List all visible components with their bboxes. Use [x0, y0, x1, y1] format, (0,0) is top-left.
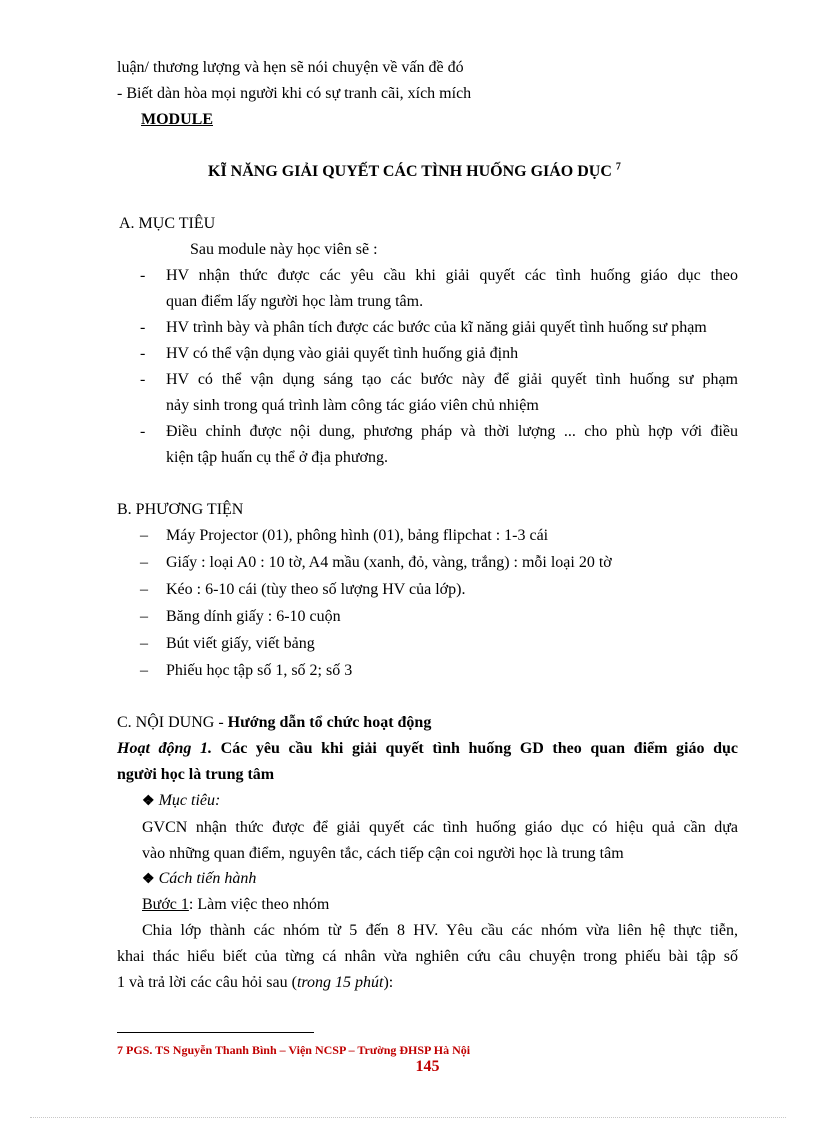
objective-item-4-line-2: nảy sinh trong quá trình làm công tác giáo viên chủ nhiệm [166, 397, 539, 414]
equipment-item: Giấy : loại A0 : 10 tờ, A4 mầu (xanh, đỏ, vàng, trắng) : mỗi loại 20 tờ [166, 554, 612, 571]
section-a-heading: A. MỤC TIÊU [119, 215, 216, 232]
bullet-marker: - [140, 267, 146, 284]
footnote-text: PGS. TS Nguyễn Thanh Bình – Viện NCSP – Trường ĐHSP Hà Nội [123, 1043, 471, 1057]
instruction-line-3 [117, 973, 393, 993]
objective-item-5-line-2: kiện tập huấn cụ thể ở địa phương. [166, 449, 388, 466]
step-1-label: Bước 1 [142, 896, 189, 913]
bullet-marker: – [140, 527, 148, 544]
objective-item-5-line-1: Điều chỉnh được nội dung, phương pháp và thời lượng ... cho phù hợp với điều [166, 423, 738, 440]
bullet-marker: – [140, 662, 148, 679]
instruction-time: trong 15 phút [296, 974, 384, 991]
module-label: MODULE [141, 111, 213, 128]
instruction-line-2: khai thác hiểu biết của từng cá nhân vừa nghiên cứu câu chuyện trong phiếu bài tập số [117, 948, 738, 965]
section-c-heading-prefix: C. NỘI DUNG - [117, 714, 228, 731]
bullet-marker: - [140, 319, 146, 336]
module-title-text: KĨ NĂNG GIẢI QUYẾT CÁC TÌNH HUỐNG GIÁO DỤC [208, 163, 612, 180]
bullet-marker: – [140, 581, 148, 598]
activity-1-label: Hoạt động 1. [117, 740, 213, 757]
activity-1-title-text: Các yêu cầu khi giải quyết tình huống GD theo quan điểm giáo dục [220, 740, 739, 757]
instruction-line-3-a: 1 và trả lời các câu hỏi sau ( [117, 974, 297, 991]
objective-text-line-2: vào những quan điểm, nguyên tắc, cách tiếp cận coi người học là trung tâm [142, 845, 624, 862]
diamond-bullet-icon: ❖ [142, 872, 155, 887]
step-1-text: : Làm việc theo nhóm [188, 896, 330, 913]
footnote [117, 1042, 470, 1058]
title-footnote-marker: 7 [615, 161, 621, 173]
page-bottom-border [30, 1117, 786, 1118]
objective-item-3-line-1: HV có thể vận dụng vào giải quyết tình huống giả định [166, 345, 519, 362]
objective-text-line-1: GVCN nhận thức được để giải quyết các tình huống giáo dục có hiệu quả cần dựa [142, 819, 738, 836]
intro-line-1: luận/ thương lượng và hẹn sẽ nói chuyện về vấn đề đó [117, 59, 464, 76]
section-c-heading-bold: Hướng dẫn tổ chức hoạt động [227, 714, 432, 731]
objective-item-1-line-1: HV nhận thức được các yêu cầu khi giải quyết các tình huống giáo dục theo [166, 267, 738, 284]
footnote-separator [117, 1032, 314, 1033]
section-c-heading [117, 713, 431, 733]
module-title [208, 162, 621, 182]
instruction-line-3-c: ): [383, 974, 394, 991]
bullet-marker: – [140, 635, 148, 652]
activity-1-title-line-2: người học là trung tâm [117, 766, 275, 783]
equipment-item: Bút viết giấy, viết bảng [166, 635, 315, 652]
equipment-item: Kéo : 6-10 cái (tùy theo số lượng HV của lớp). [166, 581, 466, 598]
procedure-label: Cách tiến hành [158, 870, 257, 887]
objective-item-1-line-2: quan điểm lấy người học làm trung tâm. [166, 293, 424, 310]
equipment-item: Phiếu học tập số 1, số 2; số 3 [166, 662, 353, 679]
equipment-item: Máy Projector (01), phông hình (01), bảng flipchat : 1-3 cái [166, 527, 549, 544]
bullet-marker: - [140, 423, 146, 440]
procedure-subheading [142, 869, 256, 890]
diamond-bullet-icon: ❖ [142, 794, 155, 809]
step-1-line [142, 895, 329, 915]
activity-1-title-line-1 [117, 739, 738, 759]
bullet-marker: – [140, 608, 148, 625]
objective-item-2-line-1: HV trình bày và phân tích được các bước của kĩ năng giải quyết tình huống sư phạm [166, 319, 707, 336]
page-number: 145 [415, 1058, 440, 1075]
equipment-item: Băng dính giấy : 6-10 cuộn [166, 608, 341, 625]
section-a-lead: Sau module này học viên sẽ : [190, 241, 378, 258]
footnote-marker: 7 [117, 1043, 123, 1057]
bullet-marker: - [140, 371, 146, 388]
intro-line-2: - Biết dàn hòa mọi người khi có sự tranh cãi, xích mích [117, 85, 472, 102]
bullet-marker: – [140, 554, 148, 571]
instruction-line-1: Chia lớp thành các nhóm từ 5 đến 8 HV. Yêu cầu các nhóm vừa liên hệ thực tiễn, [142, 922, 738, 939]
section-b-heading: B. PHƯƠNG TIỆN [117, 501, 244, 518]
objective-item-4-line-1: HV có thể vận dụng sáng tạo các bước này để giải quyết tình huống sư phạm [166, 371, 738, 388]
bullet-marker: - [140, 345, 146, 362]
objective-subheading [142, 791, 220, 812]
objective-label: Mục tiêu: [158, 792, 221, 809]
